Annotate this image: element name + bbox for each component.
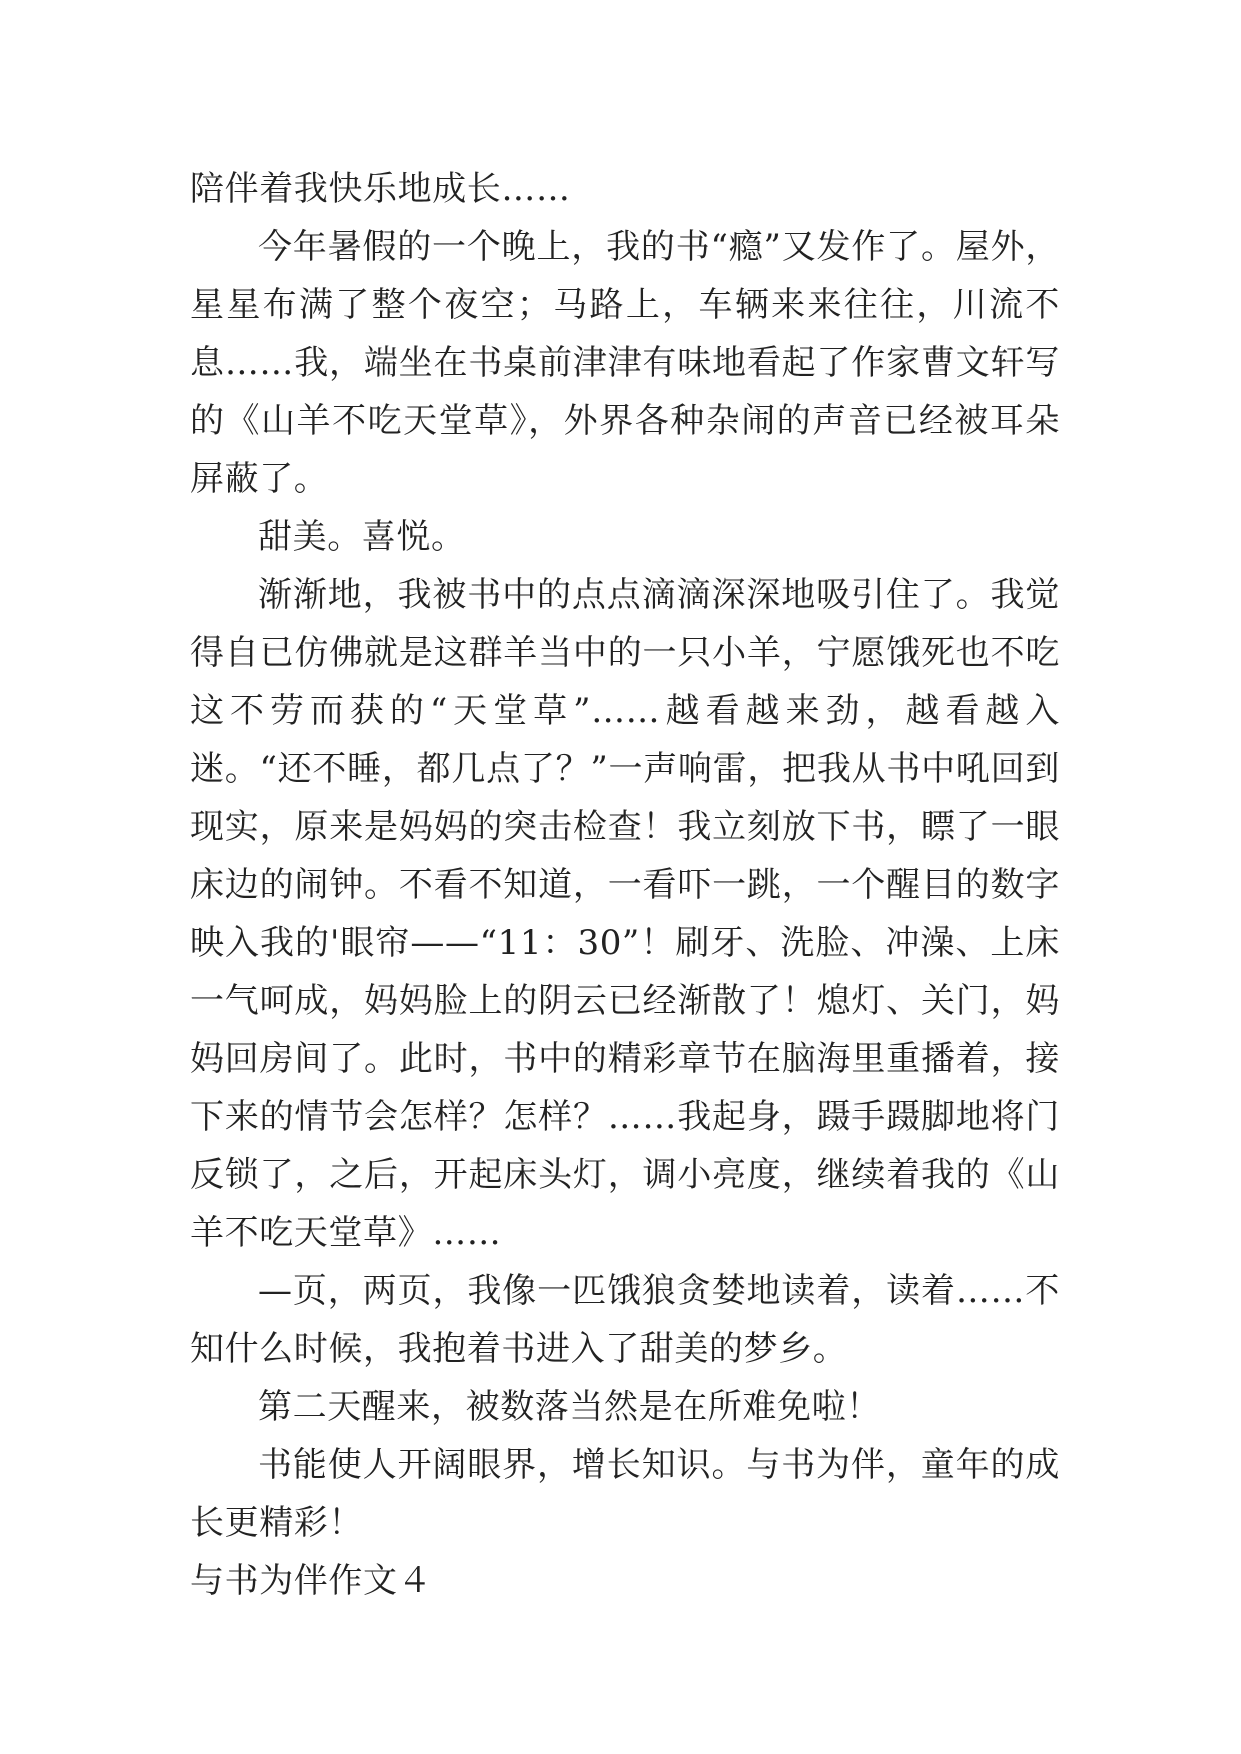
paragraph: 甜美。喜悦。 xyxy=(258,517,466,557)
paragraph: 今年暑假的一个晚上，我的书“瘾”又发作了。屋外，星星布满了整个夜空；马路上，车辆来来往往，川流不息……我，端坐在书桌前津津有味地看起了作家曹文轩写的《山羊不吃天堂草》，外界各种杂闹的声音已经被耳朵屏蔽了。 xyxy=(190,227,1060,499)
paragraph: 第二天醒来，被数落当然是在所难免啦！ xyxy=(258,1387,881,1427)
paragraph: 陪伴着我快乐地成长…… xyxy=(190,169,571,209)
paragraph: 渐渐地，我被书中的点点滴滴深深地吸引住了。我觉得自已仿佛就是这群羊当中的一只小羊，宁愿饿死也不吃这不劳而获的“天堂草”……越看越来劲，越看越入迷。“还不睡，都几点了？”一声响雷，把我从书中吼回到现实，原来是妈妈的突击检查！我立刻放下书，瞟了一眼床边的闹钟。不看不知道，一看吓一跳，一个醒目的数字映入我的'眼帘——“11：30”！刷牙、洗脸、冲澡、上床一气呵成，妈妈脸上的阴云已经渐散了！熄灯、关门，妈妈回房间了。此时，书中的精彩章节在脑海里重播着，接下来的情节会怎样？怎样？……我起身，蹑手蹑脚地将门反锁了，之后，开起床头灯，调小亮度，继续着我的《山羊不吃天堂草》…… xyxy=(190,575,1060,1253)
paragraph: 书能使人开阔眼界，增长知识。与书为伴，童年的成长更精彩！ xyxy=(190,1445,1060,1543)
paragraph: —页，两页，我像一匹饿狼贪婪地读着，读着……不知什么时候，我抱着书进入了甜美的梦乡。 xyxy=(190,1271,1060,1369)
section-heading: 与书为伴作文４ xyxy=(190,1561,433,1601)
document-body xyxy=(190,160,1060,1610)
